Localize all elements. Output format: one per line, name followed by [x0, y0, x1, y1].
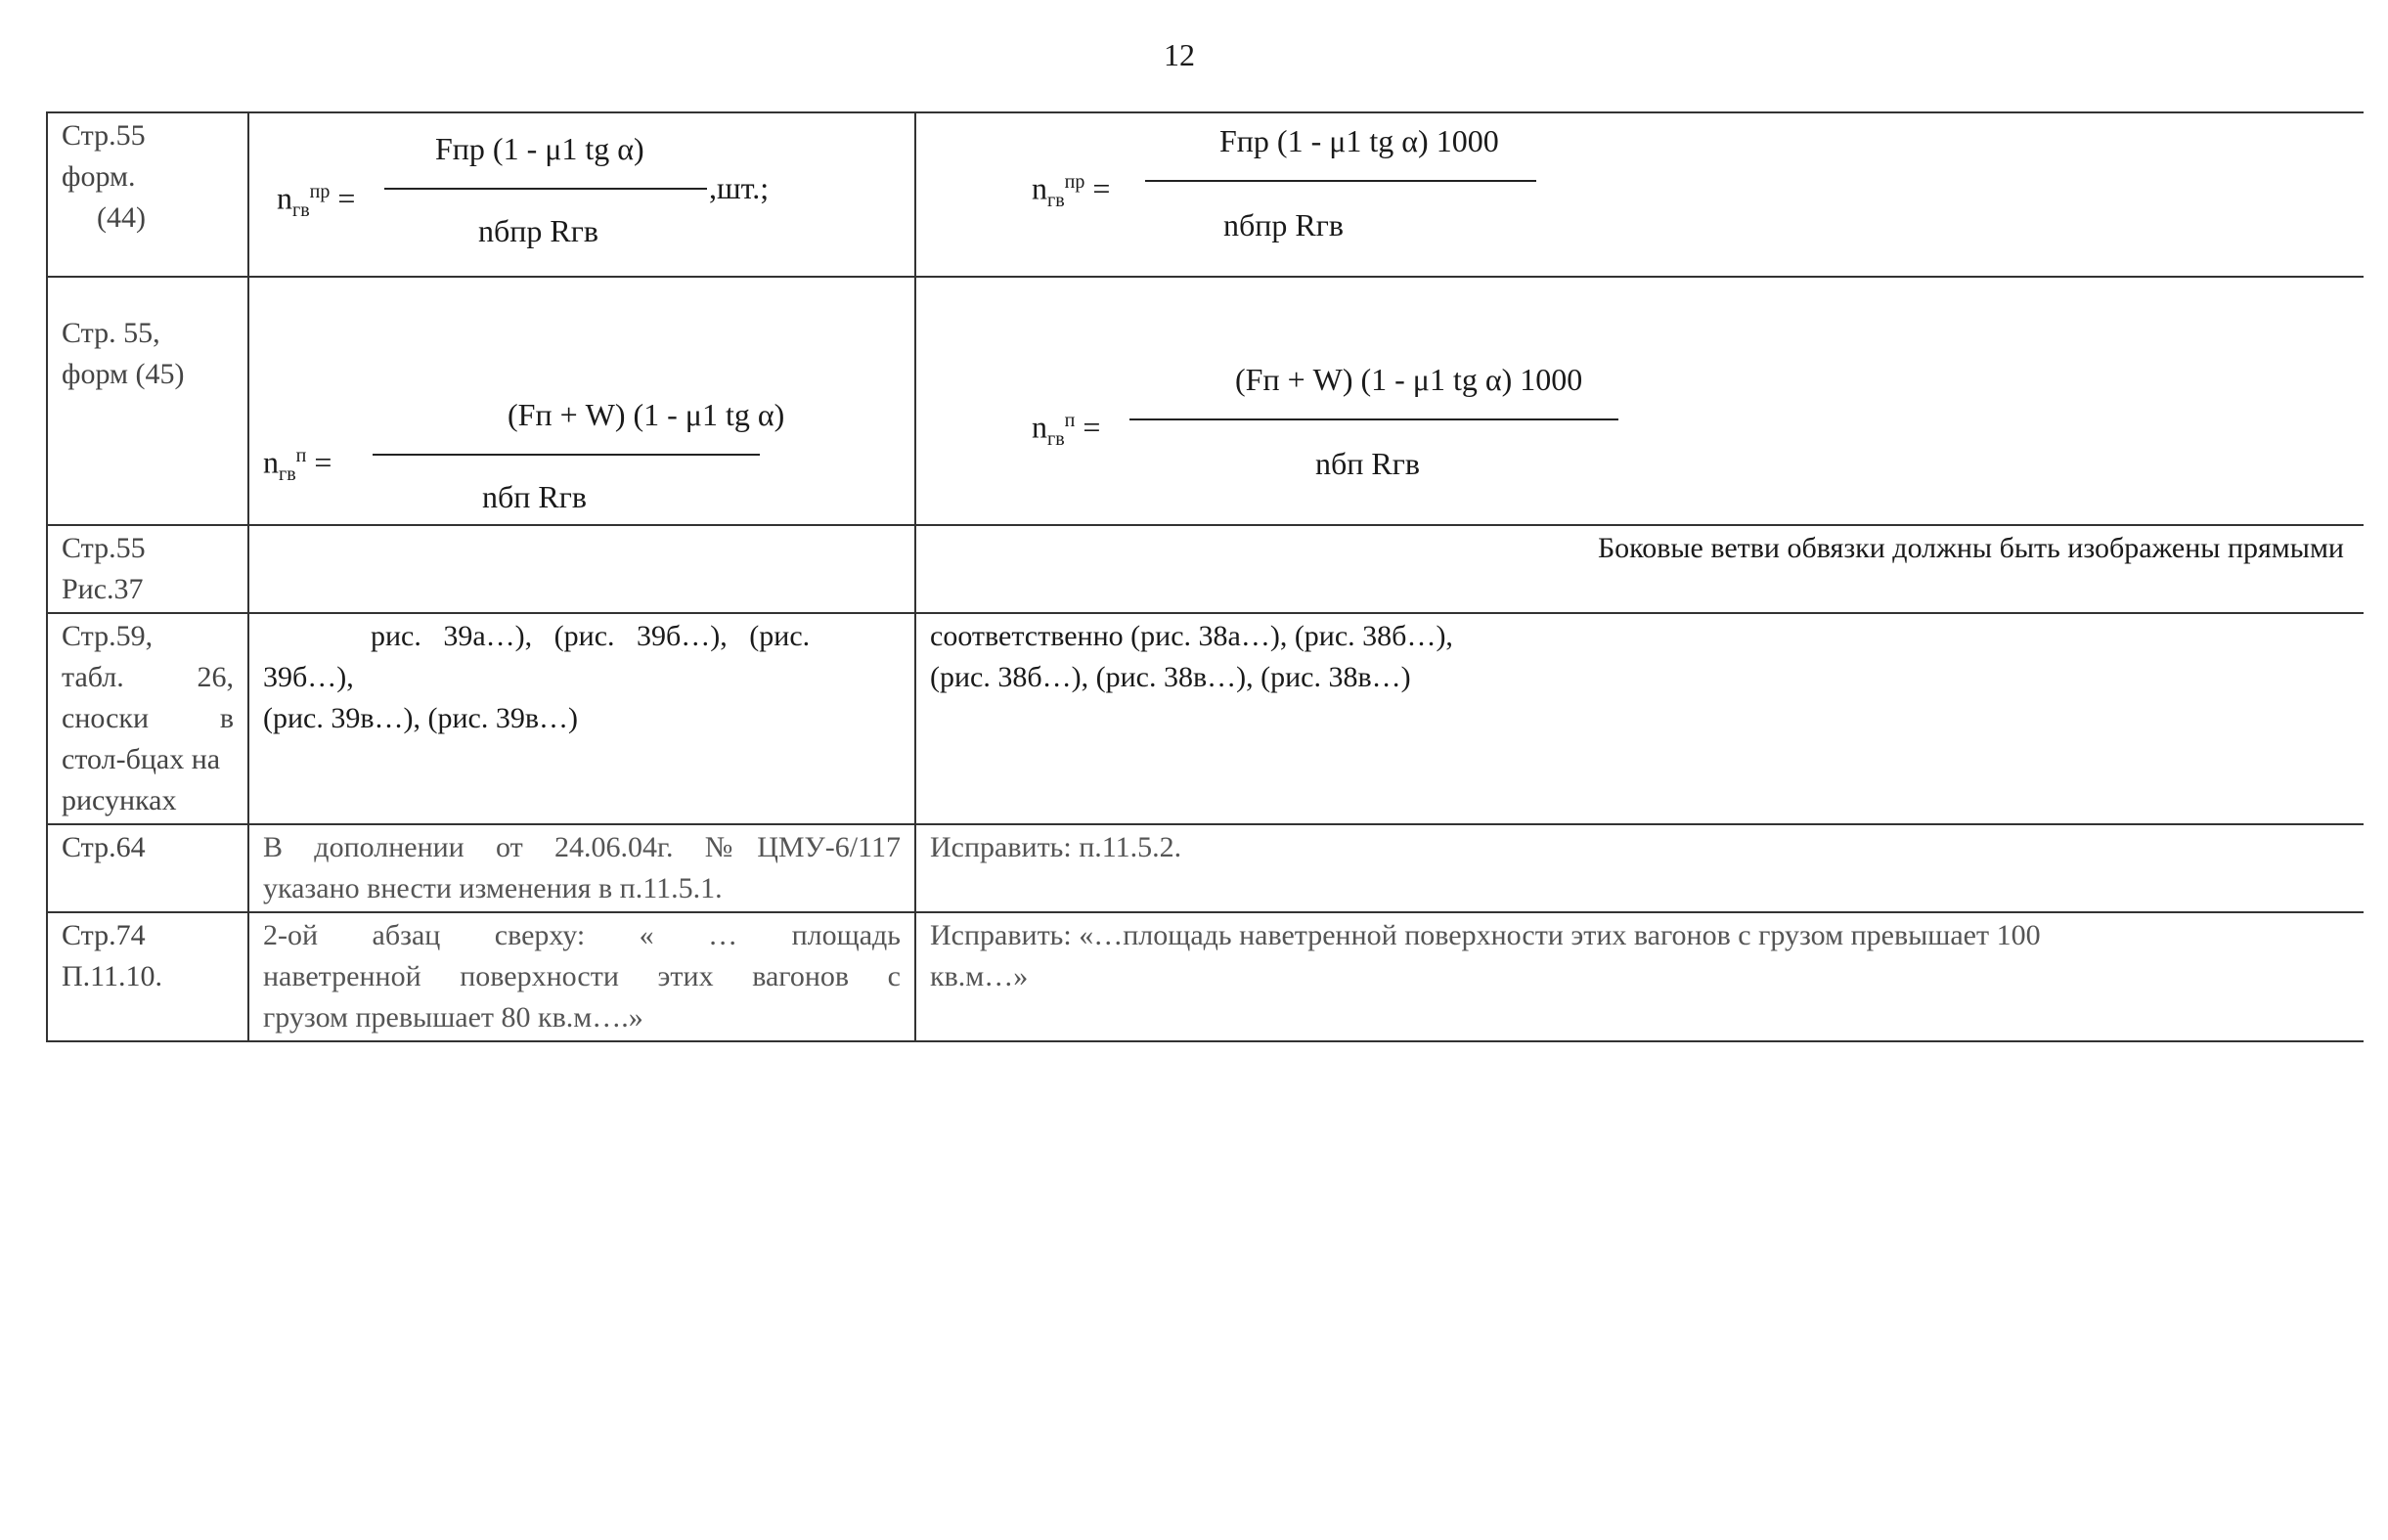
page-ref-line: Стр. 55, — [62, 317, 160, 349]
formula-unit: ,шт.; — [709, 170, 770, 205]
formula-45-wrong — [263, 395, 908, 522]
page-ref-line: форм. — [62, 160, 136, 193]
page-ref-cell — [47, 277, 248, 525]
wrong-formula-cell — [248, 277, 915, 525]
right-text-cell — [915, 525, 2364, 613]
right-text-cell — [915, 824, 2364, 912]
correction-line: кв.м…» — [930, 960, 1029, 992]
page-ref-line: сноски в — [62, 702, 234, 734]
right-formula-cell — [915, 112, 2364, 277]
formula-lhs: $n_{гв}^п$ = — [263, 444, 332, 486]
table-row — [47, 824, 2364, 912]
page-number: 12 — [1164, 37, 1195, 72]
wrong-text-cell — [248, 912, 915, 1041]
formula-numerator: (Fп + W) (1 - μ1 tg α) — [508, 397, 785, 432]
wrong-text-line: 39б…), — [263, 661, 354, 693]
wrong-text-line: В дополнении от 24.06.04г. №ЦМУ-6/117 — [263, 831, 901, 863]
formula-lhs: $n_{гв}^{пр}$ = — [277, 180, 356, 222]
formula-numerator: Fпр (1 - μ1 tg α) 1000 — [1219, 123, 1499, 158]
page-ref-line: табл. 26, — [62, 661, 234, 693]
formula-denominator: nбпр Rгв — [478, 213, 598, 248]
page-ref-line: Стр.55 — [62, 119, 146, 152]
page-ref-line: стол-бцах на — [62, 743, 221, 775]
page-ref-line: рисунках — [62, 784, 177, 816]
table-row — [47, 525, 2364, 613]
fraction-bar — [1129, 418, 1618, 420]
wrong-text-cell — [248, 613, 915, 824]
table-row — [47, 613, 2364, 824]
page-ref-line: форм (45) — [62, 358, 185, 390]
formula-44-right — [1032, 121, 1716, 258]
fraction-bar — [384, 188, 707, 190]
correction-line: Исправить: п.11.5.2. — [930, 831, 1182, 863]
formula-numerator: (Fп + W) (1 - μ1 tg α) 1000 — [1235, 362, 1583, 397]
formula-44-wrong — [277, 129, 903, 266]
errata-table — [46, 111, 2364, 1042]
page-ref-cell — [47, 824, 248, 912]
table-row — [47, 277, 2364, 525]
formula-numerator: Fпр (1 - μ1 tg α) — [435, 131, 644, 166]
right-text-cell — [915, 912, 2364, 1041]
wrong-text-line: грузом превышает 80 кв.м….» — [263, 1001, 643, 1034]
page-ref-line: Стр.55 — [62, 532, 146, 564]
formula-denominator: nбп Rгв — [1315, 446, 1420, 481]
fraction-bar — [373, 454, 760, 456]
wrong-text-line: 2-ой абзац сверху: « … площадь — [263, 919, 901, 951]
table-row — [47, 912, 2364, 1041]
page-ref-line: Стр.74 — [62, 919, 146, 951]
correction-line: Боковые ветви обвязки должны быть изображены прямыми — [1597, 532, 2344, 564]
wrong-text-line: наветренной поверхности этих вагонов с — [263, 960, 901, 992]
right-formula-cell — [915, 277, 2364, 525]
formula-denominator: nбп Rгв — [482, 479, 587, 514]
formula-lhs: $n_{гв}^{пр}$ = — [1032, 170, 1111, 212]
formula-lhs: $n_{гв}^п$ = — [1032, 409, 1101, 451]
page-ref-cell — [47, 912, 248, 1041]
wrong-text-line: рис. 39а…), (рис. 39б…), (рис. — [371, 620, 811, 652]
wrong-text-line: указано внести изменения в п.11.5.1. — [263, 872, 723, 904]
formula-45-right — [1032, 360, 1775, 497]
wrong-text-line: (рис. 39в…), (рис. 39в…) — [263, 702, 579, 734]
correction-line: (рис. 38б…), (рис. 38в…), (рис. 38в…) — [930, 661, 1411, 693]
page-ref-line: П.11.10. — [62, 960, 163, 992]
right-text-cell — [915, 613, 2364, 824]
page-ref-line: (44) — [97, 201, 146, 234]
wrong-text-cell — [248, 824, 915, 912]
page-ref-line: Рис.37 — [62, 573, 144, 605]
formula-denominator: nбпр Rгв — [1223, 207, 1344, 242]
wrong-text-cell — [248, 525, 915, 613]
page-ref-line: Стр.64 — [62, 831, 146, 863]
page-ref-cell — [47, 112, 248, 277]
page-ref-cell — [47, 525, 248, 613]
page-ref-cell — [47, 613, 248, 824]
page-ref-line: Стр.59, — [62, 620, 154, 652]
correction-line: Исправить: «…площадь наветренной поверхности этих вагонов с грузом превышает 100 — [930, 919, 2041, 951]
wrong-formula-cell — [248, 112, 915, 277]
correction-line: соответственно (рис. 38а…), (рис. 38б…), — [930, 620, 1453, 652]
fraction-bar — [1145, 180, 1536, 182]
table-row — [47, 112, 2364, 277]
